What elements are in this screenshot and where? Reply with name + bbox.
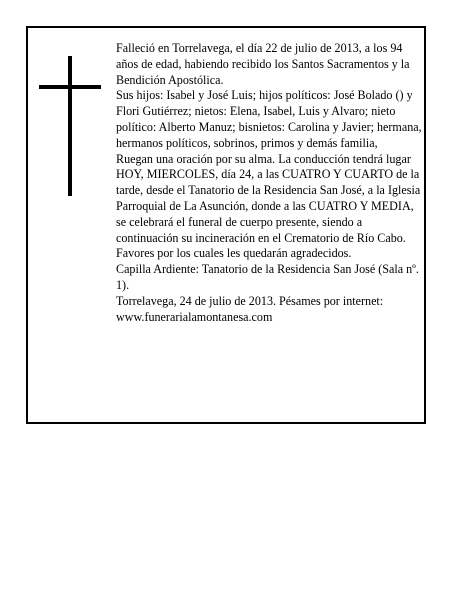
family-list: Sus hijos: Isabel y José Luis; hijos políticos: José Bolado () y Flori Gutiérrez; nietos: Elena, Isabel, Luis y Alvaro; nieto político: Alberto Manuz; bisnietos: Carolina y Javier; hermana, hermanos políticos, sobrinos, primos y demás familia,: [116, 88, 422, 150]
place-date-condolences: Torrelavega, 24 de julio de 2013. Pésames por internet: www.funerarialamontanesa.com: [116, 293, 384, 324]
chapel-location: Capilla Ardiente: Tanatorio de la Residencia San José (Sala nº. 1).: [116, 262, 419, 292]
funeral-details: Ruegan una oración por su alma. La conducción tendrá lugar HOY, MIERCOLES, día 24, a las CUATRO Y CUARTO de la tarde, desde el Tanatorio de la Residencia San José, a la Iglesia Parroquial de La Asunción, donde a las CUATRO Y MEDIA, se celebrará el funeral de cuerpo presente, siendo a continuación su incineración en el Crematorio de Río Cabo. Favores por los cuales les quedarán agradecidos.: [116, 151, 421, 261]
death-announcement: Falleció en Torrelavega, el día 22 de julio de 2013, a los 94 años de edad, habiendo recibido los Santos Sacramentos y la Bendición Apostólica.: [116, 41, 410, 87]
cross-horizontal-bar: [39, 85, 101, 89]
obituary-notice: [26, 26, 426, 424]
notice-body: [116, 41, 422, 325]
cross-vertical-bar: [68, 56, 72, 196]
